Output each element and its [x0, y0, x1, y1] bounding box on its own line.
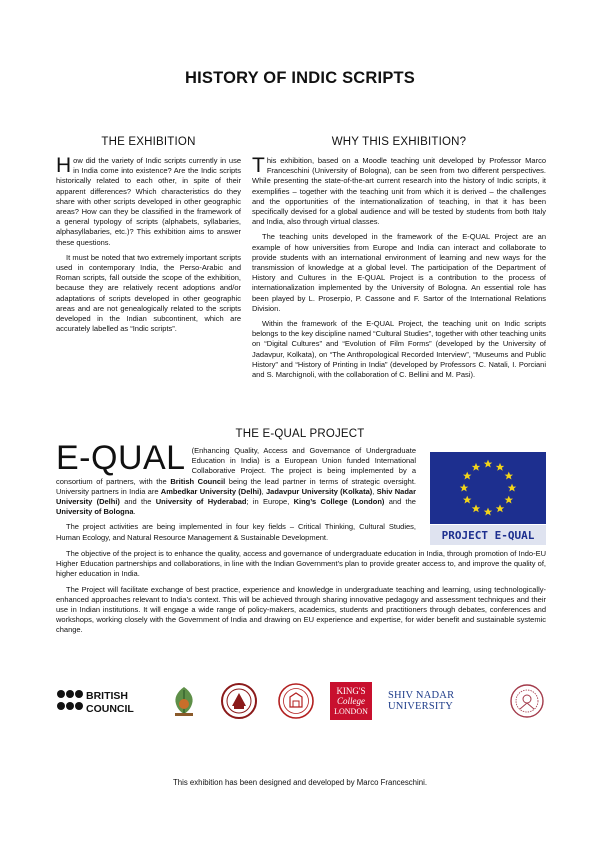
jadavpur-university-seal-icon	[219, 680, 259, 722]
project-equal-flag	[430, 452, 546, 545]
equal-big-title: E-QUAL	[56, 439, 186, 477]
kings-line-2: College	[337, 696, 365, 706]
shiv-nadar-text: SHIV NADAR UNIVERSITY	[388, 690, 455, 712]
exhibition-paragraph-2: It must be noted that two extremely important scripts used in contemporary India, the Perso-Arabic and Roman scripts, fall outside the scope of the exhibition, because they are relatively recent adoptions and/or adaptations of scripts developed in other geographic areas and are not genealogically related to the scripts developed in the Indian subcontinent, which are accurately labelled as “Indic scripts”.	[56, 252, 241, 334]
why-heading: WHY THIS EXHIBITION?	[331, 136, 467, 148]
british-council-line-2: COUNCIL	[86, 703, 134, 715]
university-of-hyderabad-seal-icon	[276, 680, 316, 722]
exhibition-paragraph-1: How did the variety of Indic scripts currently in use in India come into existence? Are the Indic scripts historically related to each other, in spite of their apparent differences? Which characteristics do they share with other scripts developed in other geographic areas? How can they be classified in the framework of a general typology of scripts (alphabets, syllabaries, alphasyllabaries, etc.)? This exhibition aims to answer these questions.	[56, 154, 241, 247]
university-of-bologna-seal-icon	[508, 680, 546, 722]
ambedkar-university-emblem-icon	[168, 680, 200, 722]
equal-paragraph-2: The project activities are being implemented in four key fields – Critical Thinking, Cultural Studies, Human Ecology, and Natural Resource Management & Sustainable Development.	[56, 522, 416, 542]
equal-heading: THE E-QUAL PROJECT	[235, 428, 365, 440]
footer-credit: This exhibition has been designed and developed by Marco Franceschini.	[173, 778, 427, 787]
why-paragraph-3: Within the framework of the E-QUAL Project, the teaching unit on Indic scripts belongs to the key discipline named “Cultural Studies”, together with other teaching units on “Digital Cultures” and “Evolution of Film Forms” (developed by the University of Jadavpur, Kolkata), on “The Anthropological Recorded Interview”, “Museums and Public History” and “History of Printing in India” (developed by Professors C. Natali, I. Porciani and S. Marchignoli, with the collaboration of C. Bellini and M. Pasi).	[252, 319, 546, 380]
equal-paragraph-4: The Project will facilitate exchange of best practice, experience and knowledge in undergraduate teaching and learning, using technologically-enhanced approaches relevant to India’s context. This will be achieved through sharing innovative pedagogy and assessment techniques and their use in Indian institutions. It will engage a wide range of policy-makers, academics, students and practitioners through debates, conferences and workshops, working closely with the Government of India and drawing on EU experience and expertise, for wider benefit and sustainable systemic change.	[56, 584, 546, 635]
kings-line-3: LONDON	[334, 707, 368, 716]
equal-paragraph-1: E-QUAL (Enhancing Quality, Access and Governance of Undergraduate Education in India) is a European Union funded International Collaborative Project. The project is being implemented by a consortium of partners, with the British Council being the lead partner in terms of strategic oversight. University partners in India are Ambedkar University (Delhi), Jadavpur University (Kolkata), Shiv Nadar University (Delhi) and the University of Hyderabad; in Europe, King’s College (London) and the University of Bologna.	[56, 439, 417, 517]
exhibition-heading: THE EXHIBITION	[101, 136, 196, 148]
drop-cap: H	[56, 154, 72, 177]
why-paragraph-2: The teaching units developed in the framework of the E-QUAL Project are an example of how universities from Europe and India can interact and collaborate to provide students with an international environment of learning and new ways for the transmission of knowledge at a global level. The participation of the Department of History and Cultures in the E-QUAL Project is a contribution to the process of internationalization implemented by the University of Bologna. An essential role has been played by L. Proserpio, P. Cassone and F. Sartor of the International Relations Division.	[252, 232, 546, 313]
british-council-logo	[56, 680, 134, 722]
partner-logos	[56, 680, 546, 724]
flag-label: PROJECT E-QUAL	[441, 529, 535, 542]
kings-line-1: KING'S	[336, 686, 366, 696]
kings-college-london-logo	[330, 680, 372, 722]
equal-column	[56, 439, 417, 548]
why-column	[252, 156, 546, 385]
equal-wide-column	[56, 549, 546, 641]
drop-cap: T	[252, 154, 265, 177]
equal-paragraph-3: The objective of the project is to enhance the quality, access and governance of undergraduate education in India, through promotion of Indo-EU Higher Education partnerships and collaborations, in line with the Indian Government’s plan to provide greater access to, and improve the quality of, higher education in India.	[56, 549, 546, 579]
page-title: HISTORY OF INDIC SCRIPTS	[184, 69, 416, 87]
shiv-nadar-university-logo	[388, 680, 500, 722]
why-paragraph-1: This exhibition, based on a Moodle teaching unit developed by Professor Marco Franceschini (University of Bologna), can be seen from two different perspectives. While presenting the state-of-the-art current research into the history of Indic scripts, it exemplifies – together with the teaching unit from which it is derived – the challenges and the opportunities of the internationalization of teaching, in that it has been specifically devised for a global audience and will be tested by students from both Italy and India, also through virtual classes.	[252, 154, 546, 227]
exhibition-column	[56, 156, 241, 339]
british-council-line-1: BRITISH	[86, 690, 128, 702]
